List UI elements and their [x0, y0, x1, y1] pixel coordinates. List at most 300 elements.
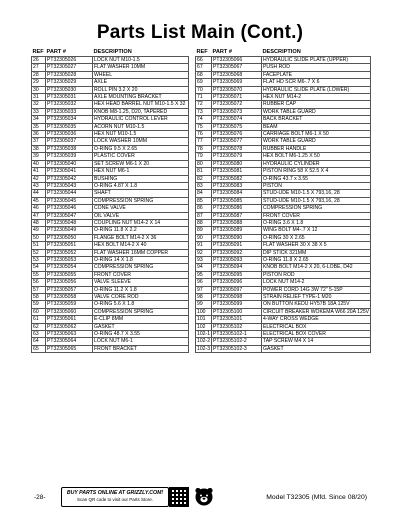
description-cell: ROLL PIN 3.2 X 20	[93, 86, 189, 93]
description-cell: GASKET	[93, 323, 189, 330]
buy-parts-box[interactable]	[61, 487, 169, 507]
ref-cell: 82	[196, 175, 212, 182]
part-number-cell: PT32305080	[212, 160, 262, 167]
ref-cell: 32	[32, 101, 46, 108]
ref-cell: 54	[32, 264, 46, 271]
description-cell: FRONT BRACKET	[93, 345, 189, 352]
description-cell: FRONT COVER	[93, 271, 189, 278]
description-cell: O-RING 11.8 X 2.65	[262, 256, 371, 263]
part-number-cell: PT32305082	[212, 175, 262, 182]
table-row	[32, 86, 189, 93]
ref-cell: 37	[32, 138, 46, 145]
ref-cell: 26	[32, 57, 46, 64]
description-cell: FLANGE BOLT M14-2 X 36	[93, 234, 189, 241]
part-number-cell: PT32305102	[212, 323, 262, 330]
table-row	[196, 182, 371, 189]
part-number-cell: PT32305026	[46, 57, 93, 64]
table-row	[32, 212, 189, 219]
table-row	[196, 338, 371, 345]
ref-cell: 86	[196, 205, 212, 212]
part-number-cell: PT32305042	[46, 175, 93, 182]
part-number-cell: PT32305066	[212, 57, 262, 64]
part-number-cell: PT32305056	[46, 279, 93, 286]
ref-cell: 102-3	[197, 345, 211, 352]
table-row	[196, 323, 371, 330]
ref-cell: 92	[196, 249, 212, 256]
table-row	[196, 168, 371, 175]
table-row	[32, 242, 189, 249]
ref-cell: 71	[196, 94, 212, 101]
part-number-cell: PT32305052	[46, 249, 93, 256]
ref-cell: 66	[196, 57, 212, 64]
description-cell: RUBBER HANDLE	[262, 145, 371, 152]
part-number-cell: PT32305061	[46, 316, 93, 323]
table-row	[196, 271, 371, 278]
model-info: Model T32305 (Mfd. Since 08/20)	[266, 494, 367, 501]
description-cell: OIL VALVE	[93, 212, 189, 219]
table-row	[196, 212, 371, 219]
table-row	[32, 138, 189, 145]
ref-cell: 76	[196, 131, 212, 138]
part-number-cell: PT32305029	[46, 79, 93, 86]
table-row	[32, 331, 189, 338]
ref-cell: 68	[196, 71, 212, 78]
part-number-cell: PT32305097	[212, 286, 262, 293]
description-cell: STUD-UDE M10-1.5 X 793,16, 28	[262, 197, 371, 204]
ref-cell: 41	[32, 168, 46, 175]
table-row	[196, 145, 371, 152]
table-row	[196, 197, 371, 204]
description-cell: WORK TABLE GUARD	[262, 138, 371, 145]
description-cell: KNOB M8-1.25, D20, TAPERED	[93, 108, 189, 115]
description-cell: CONE VALVE	[93, 205, 189, 212]
description-cell: O-RING 5.6 X 1.8	[93, 301, 189, 308]
description-cell: COMPRESSION SPRING	[262, 205, 371, 212]
part-number-cell: PT32305079	[212, 153, 262, 160]
description-cell: ON BUTTON KEDU HY57B 18A 125V	[262, 301, 371, 308]
ref-cell: 75	[196, 123, 212, 130]
description-cell: O-RING 14 X 1.8	[93, 256, 189, 263]
table-row	[196, 264, 371, 271]
ref-cell: 102	[196, 323, 212, 330]
ref-cell: 53	[32, 256, 46, 263]
page-title: Parts List Main (Cont.)	[96, 22, 304, 43]
description-cell: COUPLING NUT M14-2 X 14	[93, 219, 189, 226]
part-number-cell: PT32305051	[46, 242, 93, 249]
description-cell: LOCK NUT M14-2	[262, 279, 371, 286]
part-number-cell: PT32305034	[46, 116, 93, 123]
description-cell: O-RING 9.5 X 2.65	[93, 145, 189, 152]
description-cell: POWER CORD 14G 3W 72" 5-15P	[262, 286, 371, 293]
table-row	[32, 271, 189, 278]
ref-cell: 39	[32, 153, 46, 160]
table-row	[32, 160, 189, 167]
table-row	[196, 175, 371, 182]
description-cell: 4-WAY CROSS WEDGE	[262, 316, 371, 323]
table-row	[32, 264, 189, 271]
ref-cell: 98	[196, 294, 212, 301]
part-number-cell: PT32305053	[46, 256, 93, 263]
ref-cell: 83	[196, 182, 212, 189]
table-row	[196, 219, 371, 226]
table-row	[32, 249, 189, 256]
table-row	[32, 197, 189, 204]
ref-cell: 67	[196, 64, 212, 71]
table-row	[196, 57, 371, 64]
table-row	[196, 160, 371, 167]
ref-cell: 30	[32, 86, 46, 93]
ref-cell: 99	[196, 301, 212, 308]
part-number-cell: PT32305069	[212, 79, 262, 86]
table-row	[196, 71, 371, 78]
description-cell: LOCK NUT M6-1	[93, 338, 189, 345]
header-ref: REF	[32, 49, 44, 55]
ref-cell: 73	[196, 108, 212, 115]
table-row	[32, 219, 189, 226]
description-cell: O-RING 43.7 x 3.55	[262, 175, 371, 182]
part-number-cell: PT32305032	[46, 101, 93, 108]
table-row	[196, 331, 371, 338]
part-number-cell: PT32305091	[212, 242, 262, 249]
part-number-cell: PT32305087	[212, 212, 262, 219]
parts-table-right	[195, 48, 371, 353]
description-cell: HEX BOLT M6-1.25 X 50	[262, 153, 371, 160]
table-row	[196, 345, 371, 352]
ref-cell: 47	[32, 212, 46, 219]
table-header-row	[32, 48, 189, 57]
parts-table-right-body	[196, 57, 371, 353]
ref-cell: 100	[196, 308, 212, 315]
part-number-cell: PT32305088	[212, 219, 262, 226]
part-number-cell: PT32305102-1	[212, 331, 262, 338]
table-row	[196, 279, 371, 286]
ref-cell: 36	[32, 131, 46, 138]
description-cell: WING BOLT M4-.7 X 12	[262, 227, 371, 234]
description-cell: WORK TABLE GUARD	[262, 108, 371, 115]
part-number-cell: PT32305027	[46, 64, 93, 71]
ref-cell: 102-1	[197, 331, 211, 338]
part-number-cell: PT32305071	[212, 94, 262, 101]
part-number-cell: PT32305031	[46, 94, 93, 101]
ref-cell: 65	[32, 345, 46, 352]
description-cell: FLAT WASHER 30 X 38 X 5	[262, 242, 371, 249]
ref-cell: 85	[196, 197, 212, 204]
description-cell: PLASTIC COVER	[93, 153, 189, 160]
table-row	[32, 71, 189, 78]
ref-cell: 87	[196, 212, 212, 219]
part-number-cell: PT32305085	[212, 197, 262, 204]
part-number-cell: PT32305043	[46, 182, 93, 189]
description-cell: HEX NUT M10-1.5	[93, 131, 189, 138]
table-row	[32, 316, 189, 323]
table-row	[32, 101, 189, 108]
description-cell: STUD-UDE M10-1.5 X 793,16, 28	[262, 190, 371, 197]
ref-cell: 43	[32, 182, 46, 189]
part-number-cell: PT32305055	[46, 271, 93, 278]
part-number-cell: PT32305062	[46, 323, 93, 330]
description-cell: PISTON	[262, 182, 371, 189]
ref-cell: 45	[32, 197, 46, 204]
table-row	[32, 190, 189, 197]
table-row	[32, 57, 189, 64]
table-row	[196, 79, 371, 86]
description-cell: HEX NUT M6-1	[93, 168, 189, 175]
table-row	[32, 227, 189, 234]
table-row	[196, 101, 371, 108]
table-row	[32, 286, 189, 293]
part-number-cell: PT32305093	[212, 256, 262, 263]
description-cell: FLAT WASHER 10MM	[93, 64, 189, 71]
description-cell: SHAFT	[93, 190, 189, 197]
part-number-cell: PT32305040	[46, 160, 93, 167]
grizzly-bear-logo-icon	[194, 487, 214, 506]
ref-cell: 60	[32, 308, 46, 315]
table-row	[196, 131, 371, 138]
table-row	[32, 338, 189, 345]
description-cell: HYDRAULIC CYLINDER	[262, 160, 371, 167]
table-row	[32, 108, 189, 115]
description-cell: AXLE MOUNTING BRACKET	[93, 94, 189, 101]
description-cell: PISTON RING 58 X 52.5 X 4	[262, 168, 371, 175]
part-number-cell: PT32305041	[46, 168, 93, 175]
table-row	[32, 145, 189, 152]
part-number-cell: PT32305028	[46, 71, 93, 78]
description-cell: CIRCUIT BREAKER WOKEMA W66 20A 125V	[263, 308, 370, 315]
ref-cell: 79	[196, 153, 212, 160]
ref-cell: 28	[32, 71, 46, 78]
header-description: DESCRIPTION	[93, 49, 132, 55]
ref-cell: 77	[196, 138, 212, 145]
part-number-cell: PT32305039	[46, 153, 93, 160]
part-number-cell: PT32305100	[212, 308, 262, 315]
table-row	[196, 316, 371, 323]
description-cell: LOCK NUT M10-1.5	[93, 57, 189, 64]
part-number-cell: PT32305070	[212, 86, 262, 93]
table-row	[32, 308, 189, 315]
description-cell: BEAM	[262, 123, 371, 130]
ref-cell: 62	[32, 323, 46, 330]
ref-cell: 58	[32, 294, 46, 301]
description-cell: E-CLIP 8MM	[93, 316, 189, 323]
part-number-cell: PT32305098	[212, 294, 262, 301]
table-row	[196, 190, 371, 197]
part-number-cell: PT32305050	[46, 234, 93, 241]
header-part: PART #	[46, 49, 66, 55]
table-row	[196, 242, 371, 249]
table-row	[196, 227, 371, 234]
table-row	[32, 64, 189, 71]
table-row	[196, 294, 371, 301]
part-number-cell: PT32305036	[46, 131, 93, 138]
part-number-cell: PT32305077	[212, 138, 262, 145]
part-number-cell: PT32305072	[212, 101, 262, 108]
part-number-cell: PT32305083	[212, 182, 262, 189]
ref-cell: 93	[196, 256, 212, 263]
table-row	[196, 301, 371, 308]
part-number-cell: PT32305064	[46, 338, 93, 345]
table-row	[196, 64, 371, 71]
ref-cell: 91	[196, 242, 212, 249]
description-cell: FLAT WASHER 16MM COPPER	[93, 249, 189, 256]
table-row	[196, 138, 371, 145]
ref-cell: 90	[196, 234, 212, 241]
part-number-cell: PT32305078	[212, 145, 262, 152]
ref-cell: 96	[196, 279, 212, 286]
table-row	[196, 256, 371, 263]
part-number-cell: PT32305058	[46, 294, 93, 301]
part-number-cell: PT32305057	[46, 286, 93, 293]
part-number-cell: PT32305075	[212, 123, 262, 130]
description-cell: HEX BOLT M14-2 X 40	[93, 242, 189, 249]
parts-table-left-body	[32, 57, 189, 353]
description-cell: VALVE CORE ROD	[93, 294, 189, 301]
description-cell: O-RING 30 X 2.65	[262, 234, 371, 241]
table-row	[32, 256, 189, 263]
table-row	[32, 234, 189, 241]
description-cell: COMPRESSION SPRING	[93, 308, 189, 315]
ref-cell: 27	[32, 64, 46, 71]
header-ref: REF	[196, 49, 208, 55]
table-row	[32, 153, 189, 160]
table-header-row	[196, 48, 371, 57]
description-cell: CARRIAGE BOLT M6-1 X 50	[262, 131, 371, 138]
table-row	[32, 123, 189, 130]
part-number-cell: PT32305047	[46, 212, 93, 219]
part-number-cell: PT32305065	[46, 345, 93, 352]
ref-cell: 72	[196, 101, 212, 108]
table-row	[32, 301, 189, 308]
table-row	[32, 79, 189, 86]
ref-cell: 57	[32, 286, 46, 293]
ref-cell: 52	[32, 249, 46, 256]
part-number-cell: PT32305067	[212, 64, 262, 71]
ref-cell: 44	[32, 190, 46, 197]
ref-cell: 42	[32, 175, 46, 182]
table-row	[32, 175, 189, 182]
ref-cell: 78	[196, 145, 212, 152]
table-row	[32, 279, 189, 286]
description-cell: VALVE SLEEVE	[93, 279, 189, 286]
part-number-cell: PT32305096	[212, 279, 262, 286]
page-number: -28-	[34, 494, 46, 501]
part-number-cell: PT32305048	[46, 219, 93, 226]
part-number-cell: PT32305074	[212, 116, 262, 123]
ref-cell: 97	[196, 286, 212, 293]
description-cell: O-RING 11.8 X 2.2	[93, 227, 189, 234]
description-cell: HYDRAULIC SLIDE PLATE (LOWER)	[262, 86, 371, 93]
part-number-cell: PT32305035	[46, 123, 93, 130]
description-cell: FLAT HD SCR M6-.7 X 6	[262, 79, 371, 86]
part-number-cell: PT32305059	[46, 301, 93, 308]
part-number-cell: PT32305094	[212, 264, 262, 271]
buy-parts-headline: BUY PARTS ONLINE AT GRIZZLY.COM!	[66, 490, 164, 496]
ref-cell: 74	[196, 116, 212, 123]
table-row	[32, 345, 189, 352]
table-row	[32, 294, 189, 301]
description-cell: FACEPLATE	[262, 71, 371, 78]
description-cell: HEX HEAD BARREL NUT M10-1.5 X 32	[93, 101, 189, 108]
ref-cell: 70	[196, 86, 212, 93]
qr-code-icon[interactable]	[169, 487, 189, 507]
description-cell: WHEEL	[93, 71, 189, 78]
ref-cell: 59	[32, 301, 46, 308]
table-row	[32, 94, 189, 101]
description-cell: RUBBER CAP	[262, 101, 371, 108]
table-row	[196, 108, 371, 115]
part-number-cell: PT32305038	[46, 145, 93, 152]
part-number-cell: PT32305044	[46, 190, 93, 197]
table-row	[32, 168, 189, 175]
ref-cell: 48	[32, 219, 46, 226]
ref-cell: 84	[196, 190, 212, 197]
part-number-cell: PT32305046	[46, 205, 93, 212]
part-number-cell: PT32305089	[212, 227, 262, 234]
description-cell: PISTON ROD	[262, 271, 371, 278]
table-row	[196, 116, 371, 123]
ref-cell: 64	[32, 338, 46, 345]
ref-cell: 49	[32, 227, 46, 234]
ref-cell: 80	[196, 160, 212, 167]
ref-cell: 95	[196, 271, 212, 278]
part-number-cell: PT32305102-3	[212, 345, 262, 352]
table-row	[196, 249, 371, 256]
ref-cell: 35	[32, 123, 46, 130]
description-cell: O-RING 48.7 X 3.55	[93, 331, 189, 338]
description-cell: O-RING 3.6 X 1.8	[262, 219, 371, 226]
part-number-cell: PT32305073	[212, 108, 262, 115]
ref-cell: 38	[32, 145, 46, 152]
ref-cell: 40	[32, 160, 46, 167]
table-row	[196, 308, 371, 315]
part-number-cell: PT32305063	[46, 331, 93, 338]
part-number-cell: PT32305049	[46, 227, 93, 234]
ref-cell: 63	[32, 331, 46, 338]
table-row	[196, 234, 371, 241]
part-number-cell: PT32305102-2	[212, 338, 262, 345]
part-number-cell: PT32305068	[212, 71, 262, 78]
table-row	[196, 86, 371, 93]
ref-cell: 50	[32, 234, 46, 241]
part-number-cell: PT32305076	[212, 131, 262, 138]
description-cell: BUSHING	[93, 175, 189, 182]
part-number-cell: PT32305081	[212, 168, 262, 175]
part-number-cell: PT32305045	[46, 197, 93, 204]
ref-cell: 88	[196, 219, 212, 226]
description-cell: COMPRESSION SPRING	[93, 264, 189, 271]
part-number-cell: PT32305054	[46, 264, 93, 271]
ref-cell: 61	[32, 316, 46, 323]
part-number-cell: PT32305095	[212, 271, 262, 278]
table-row	[196, 205, 371, 212]
buy-parts-subline: Scan QR code to visit our Parts Store.	[76, 497, 154, 502]
ref-cell: 102-2	[197, 338, 211, 345]
description-cell: GASKET	[262, 345, 371, 352]
table-row	[32, 131, 189, 138]
description-cell: TAP SCREW M4 X 14	[262, 338, 371, 345]
part-number-cell: PT32305030	[46, 86, 93, 93]
description-cell: DIP STICK 321MM	[262, 249, 371, 256]
ref-cell: 89	[196, 227, 212, 234]
part-number-cell: PT32305092	[212, 249, 262, 256]
description-cell: AXLE	[93, 79, 189, 86]
ref-cell: 56	[32, 279, 46, 286]
description-cell: ELECTRICAL BOX	[262, 323, 371, 330]
description-cell: LOCK WASHER 10MM	[93, 138, 189, 145]
table-row	[196, 286, 371, 293]
description-cell: KNOB BOLT M14-2 X 20, 6-LOBE, D42	[262, 264, 371, 271]
description-cell: BACK BRACKET	[262, 116, 371, 123]
part-number-cell: PT32305084	[212, 190, 262, 197]
